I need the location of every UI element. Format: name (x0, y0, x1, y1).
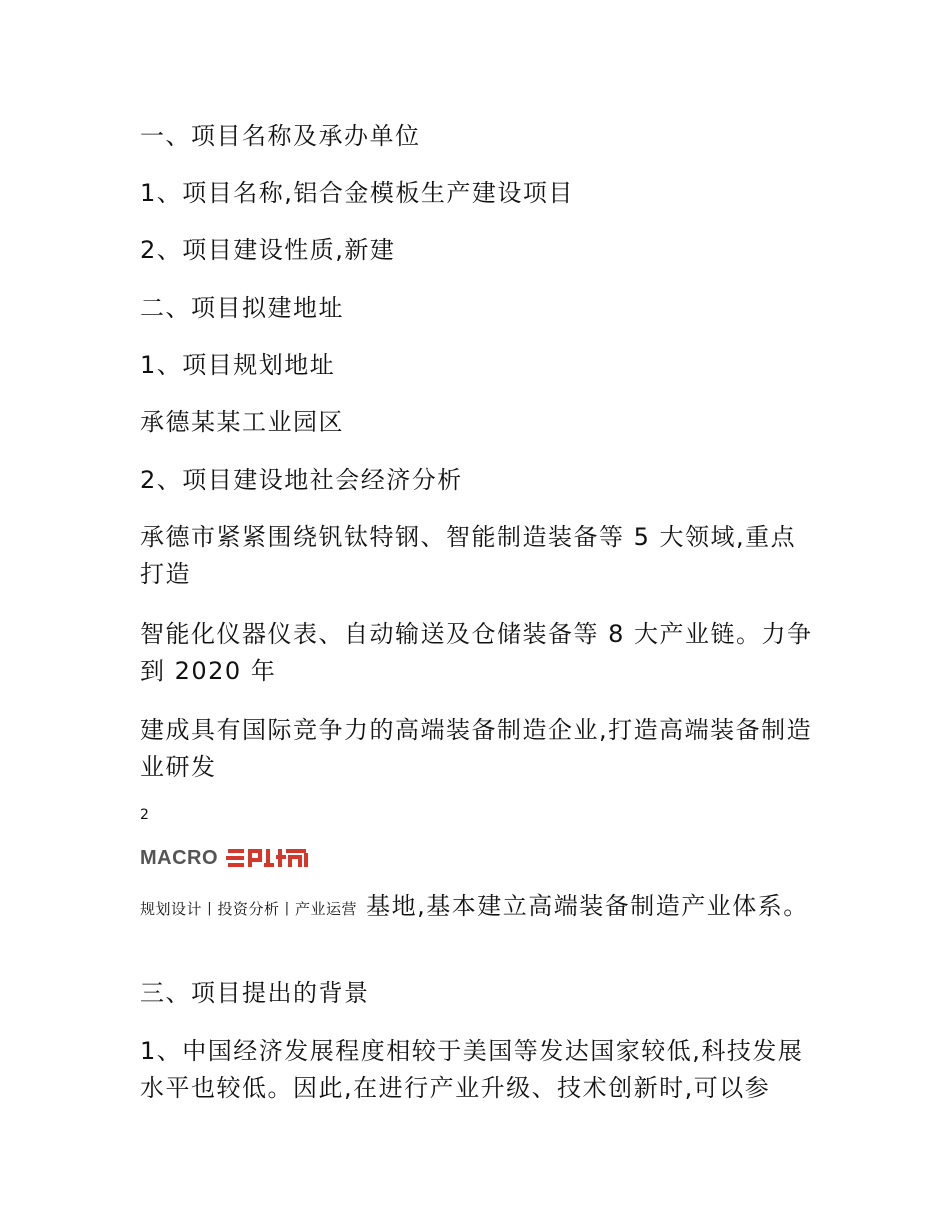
logo-mark-icon (226, 846, 310, 870)
paragraph: 承德市紧紧围绕钒钛特钢、智能制造装备等 5 大领域,重点打造 (140, 523, 797, 588)
logo-text: MACRO (140, 846, 219, 869)
paragraph: 2、项目建设性质,新建 (140, 236, 396, 264)
section-heading-3: 三、项目提出的背景 (140, 979, 370, 1007)
continuation-text: 基地,基本建立高端装备制造产业体系。 (357, 892, 809, 920)
paragraph-with-tagline (140, 888, 820, 928)
tagline: 规划设计丨投资分析丨产业运营 (140, 900, 358, 918)
paragraph: 2、项目建设地社会经济分析 (140, 466, 463, 494)
paragraph: 智能化仪器仪表、自动输送及仓储装备等 8 大产业链。力争到 2020 年 (140, 620, 813, 685)
page-number: 2 (140, 807, 149, 823)
paragraph: 1、中国经济发展程度相较于美国等发达国家较低,科技发展水平也较低。因此,在进行产业升级、技术创新时,可以参 (140, 1037, 804, 1102)
paragraph: 1、项目规划地址 (140, 351, 336, 379)
section-heading-1: 一、项目名称及承办单位 (140, 122, 421, 150)
section-heading-2: 二、项目拟建地址 (140, 294, 344, 322)
paragraph: 承德某某工业园区 (140, 408, 344, 436)
logo-mark (226, 846, 310, 870)
paragraph: 建成具有国际竞争力的高端装备制造企业,打造高端装备制造业研发 (140, 716, 813, 781)
paragraph: 1、项目名称,铝合金模板生产建设项目 (140, 179, 574, 207)
macro-logo (140, 846, 310, 870)
